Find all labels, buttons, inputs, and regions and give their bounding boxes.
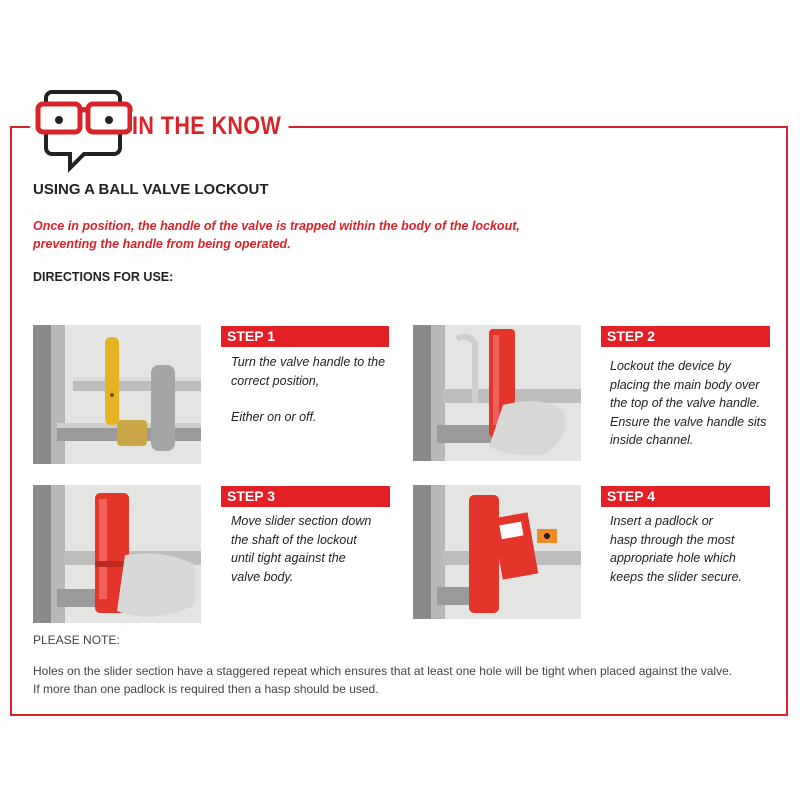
step-2-line: placing the main body over <box>610 377 760 392</box>
step-3-label: STEP 3 <box>221 486 390 507</box>
intro-line: Once in position, the handle of the valve is trapped within the body of the lockout, <box>33 219 520 233</box>
step-3-line: Move slider section down <box>231 514 372 528</box>
step-1-line: correct position, <box>231 373 320 388</box>
note-line: Holes on the slider section have a staggered repeat which ensures that at least one hole will be tight when placed against the valve. <box>33 664 733 678</box>
step-4-line: appropriate hole which <box>610 551 736 565</box>
step-1-line: Either on or off. <box>231 410 317 424</box>
step-3-line: the shaft of the lockout <box>231 532 357 547</box>
step-2-line: Ensure the valve handle sits <box>610 414 767 429</box>
step-2-label: STEP 2 <box>601 326 770 347</box>
step-1-photo <box>33 325 201 464</box>
step-2-line: inside channel. <box>610 433 694 447</box>
step-3-line: valve body. <box>231 569 294 584</box>
step-4-photo <box>413 485 581 619</box>
step-2-description <box>610 357 775 450</box>
step-1-label: STEP 1 <box>221 326 389 347</box>
step-4-line: Insert a padlock or <box>610 514 713 528</box>
step-2-photo <box>413 325 581 461</box>
note-text <box>33 662 783 698</box>
step-4-line: hasp through the most <box>610 532 735 547</box>
step-3-description <box>231 512 396 586</box>
step-3-line: until tight against the <box>231 551 346 565</box>
intro-text <box>33 217 553 253</box>
step-2-line: the top of the valve handle. <box>610 396 761 410</box>
brand-tagline: IN THE KNOW <box>132 112 288 141</box>
directions-heading: DIRECTIONS FOR USE: <box>33 270 174 284</box>
step-4-line: keeps the slider secure. <box>610 569 743 584</box>
note-line: If more than one padlock is required then a hasp should be used. <box>33 682 379 696</box>
step-2-line: Lockout the device by <box>610 359 731 373</box>
intro-line: preventing the handle from being operated. <box>33 237 291 251</box>
note-label: PLEASE NOTE: <box>33 633 120 647</box>
step-4-description <box>610 512 775 586</box>
step-4-label: STEP 4 <box>601 486 770 507</box>
page-title: USING A BALL VALVE LOCKOUT <box>33 181 269 198</box>
step-3-photo <box>33 485 201 623</box>
step-1-line: Turn the valve handle to the <box>231 355 386 369</box>
step-1-description <box>231 353 396 427</box>
